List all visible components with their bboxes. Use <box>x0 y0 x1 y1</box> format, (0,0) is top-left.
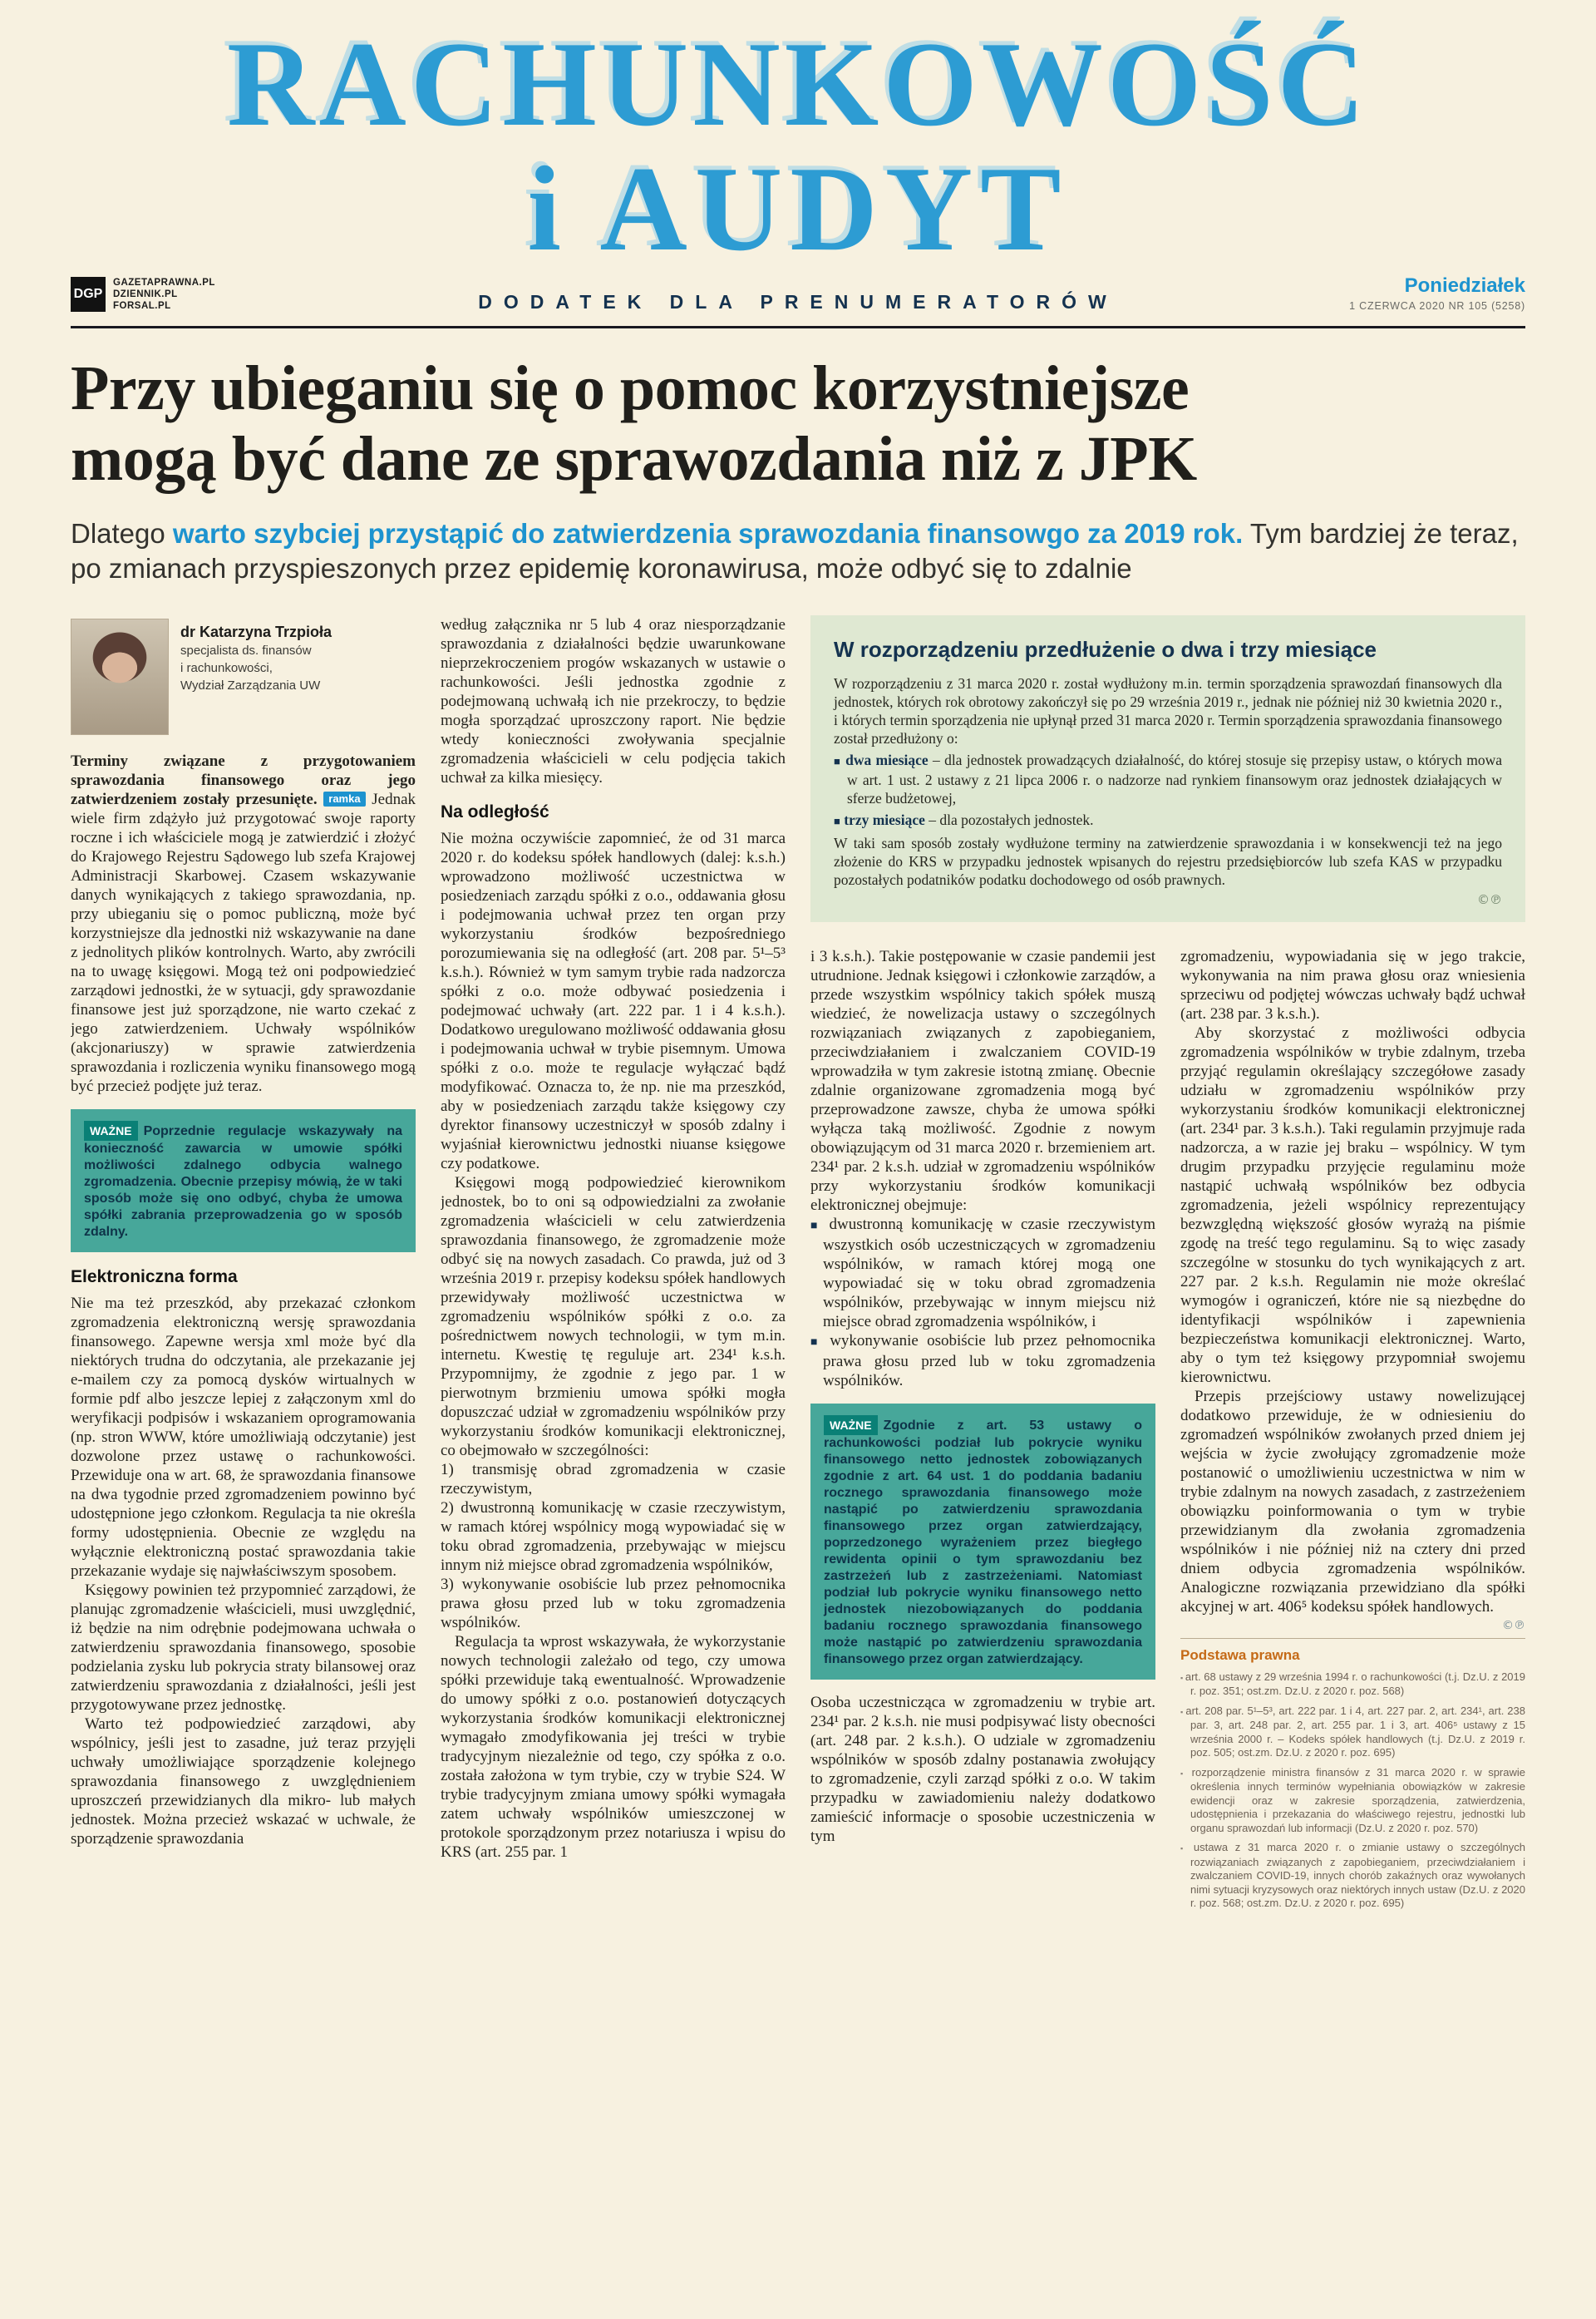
green-box-bullet-text: – dla jednostek prowadzących działalność, do której stosuje się przepisy ustaw, o których mowa w art. 1 ust. 2 ustawy z 21 lipca 2006 r. o nadzorze nad rynkiem finansowym oraz jednostek działających w sferze budżetowej, <box>847 751 1503 807</box>
legal-basis-title: Podstawa prawna <box>1180 1646 1300 1663</box>
lower-columns <box>810 947 1525 2237</box>
article-column-4 <box>1180 947 1525 2237</box>
author-role-line: i rachunkowości, <box>180 660 273 675</box>
legal-basis-item: ▪ art. 68 ustawy z 29 września 1994 r. o rachunkowości (t.j. Dz.U. z 2019 r. poz. 351; ost.zm. Dz.U. z 2020 r. poz. 568) <box>1180 1670 1525 1698</box>
green-info-box <box>810 615 1525 922</box>
ramka-reference-chip: ramka <box>323 792 365 807</box>
section-heading: Na odległość <box>441 802 549 822</box>
important-box <box>810 1404 1155 1680</box>
brand-links <box>113 277 215 312</box>
square-bullet-icon: ▪ <box>1180 1769 1192 1778</box>
legal-basis-item: ▪ rozporządzenie ministra finansów z 31 marca 2020 r. w sprawie określenia innych terminów wypełniania obowiązków w zakresie ewidencji oraz w zakresie sporządzenia, zatwierdzenia, udostępnienia i przekazania do właściwego rejestru, jednostki lub organu sprawozdań lub informacji (Dz.U. z 2020 r. poz. 570) <box>1180 1765 1525 1834</box>
square-bullet-icon: ■ <box>810 1219 830 1232</box>
article-headline <box>71 353 1525 495</box>
section-heading: Elektroniczna forma <box>71 1266 238 1286</box>
masthead-divider <box>71 326 1525 328</box>
dgp-logo: DGP <box>71 277 106 312</box>
green-box-title: W rozporządzeniu przedłużenie o dwa i trzy miesiące <box>834 636 1377 662</box>
legal-basis <box>1180 1638 1525 1911</box>
author-box <box>71 615 416 735</box>
issue-date-block <box>1349 274 1525 312</box>
issue-date-info: 1 CZERWCA 2020 NR 105 (5258) <box>1349 300 1525 312</box>
brand-link-dziennik: DZIENNIK.PL <box>113 289 178 299</box>
important-box <box>71 1109 416 1252</box>
brand-link-gazetaprawna: GAZETAPRAWNA.PL <box>113 278 215 288</box>
author-role-line: Wydział Zarządzania UW <box>180 678 321 693</box>
author-role <box>180 643 332 693</box>
masthead <box>71 0 1525 313</box>
lead-post: Tym bardziej że teraz, po zmianach przyspieszonych przez epidemię koronawirusa, może odbyć się to zdalnie <box>71 518 1519 585</box>
copyright-mark: ©℗ <box>1502 1618 1525 1632</box>
lead-pre: Dlatego <box>71 518 173 550</box>
right-section <box>810 615 1525 2237</box>
copyright-mark: ©℗ <box>1477 891 1502 907</box>
article-paragraph: Warto też podpowiedzieć zarządowi, aby wspólnicy, jeśli jest to zasadne, już teraz przyjęli uchwały umożliwiające sporządzenie kolejnego sprawozdania finansowego z uwzględnieniem uproszczeń przewidzianych dla mikro- lub małych jednostek. Można przecież wskazać w uchwale, że sporządzenie sprawozdania <box>71 1715 416 1848</box>
green-box-bullet <box>834 751 1502 807</box>
author-role-line: specjalista ds. finansów <box>180 643 312 658</box>
article-paragraph: Aby skorzystać z możliwości odbycia zgromadzenia wspólników w trybie zdalnym, trzeba przyjąć regulamin określający szczegółowe zasady udziału w zgromadzeniu wspólników przy wykorzystaniu środków komunikacji elektronicznej (art. 234¹ par. 3 k.s.h.). Taki regulamin przyjmuje rada nadzorcza, a w razie jej braku – wspólnicy. W tym drugim przypadku przyjęcie regulaminu może nastąpić uchwałą wspólników bez odbycia zgromadzenia, jeżeli wspólnicy reprezentujący bezwzględną większość głosów wyrażą na piśmie zgodę na treść tego regulaminu. Są to więc zasady szczególne w stosunku do tych wynikających z art. 227 par. 2 k.s.h. Regulamin nie może określać wymogów i ograniczeń, które nie są niezbędne do identyfikacji wspólników i zapewnienia bezpieczeństwa komunikacji elektronicznej. Warto, aby o tym też księgowy przypomniał swojemu kierownictwu. <box>1180 1024 1525 1386</box>
brand-link-forsal: FORSAL.PL <box>113 301 171 311</box>
masthead-title-line1: RACHUNKOWOŚĆ <box>226 17 1370 151</box>
article-paragraph: Księgowy powinien też przypomnieć zarządowi, że planując zgromadzenie właścicieli, musi uwzględnić, iż będzie na nim odrębnie podejmowana uchwała o zatwierdzeniu sprawozdania finansowego, sposobie podzielania zysku lub pokrycia straty bilansowej oraz zatwierdzeniu sprawozdania z działalności, jeśli jest przygotowywane przez jednostkę. <box>71 1581 416 1714</box>
important-box-label: WAŻNE <box>84 1121 138 1141</box>
green-box-bullet-text: – dla pozostałych jednostek. <box>929 811 1094 828</box>
square-bullet-icon: ▪ <box>1180 1707 1186 1716</box>
square-bullet-icon: ■ <box>834 754 841 767</box>
article-paragraph: i 3 k.s.h.). Takie postępowanie w czasie pandemii jest utrudnione. Jednak księgowi i członkowie zarządów, a przede wszystkim wspólnicy takich spółek muszą wiedzieć, że nowelizacja ustawy o szczególnych rozwiązaniach związanych z zapobieganiem, przeciwdziałaniem i zwalczaniem COVID-19 wprowadziła w tym zakresie istotną zmianę. Obecnie zdalnie organizowane zgromadzenia mogą być przeprowadzone zawsze, chyba że umowa spółki wyłącza taką możliwość. Zgodnie z nowym obowiązującym od 31 marca 2020 r. brzemieniem art. 234¹ par. 2 k.s.h. udział w zgromadzeniu wspólników przy wykorzystaniu środków komunikacji elektronicznej obejmuje: <box>810 947 1155 1214</box>
article-lead <box>71 516 1525 586</box>
author-name: dr Katarzyna Trzpioła <box>180 623 332 640</box>
article-column-2 <box>441 615 786 2237</box>
masthead-tagline: DODATEK DLA PRENUMERATORÓW <box>478 291 1118 313</box>
article-intro-paragraph: Terminy związane z przygotowaniem sprawozdania finansowego oraz jego zatwierdzeniem zostały przesunięte. ramka Jednak wiele firm zdążyło już przygotować swoje raporty roczne i ich właściciele mogą je zatwierdzić i złożyć do Krajowego Rejestru Sądowego lub szefa Krajowej Administracji Skarbowej. Czasem wskazywanie danych wynikających z takiego sprawozdania, np. przy ubieganiu się o pomoc publiczną, może być korzystniejsze dla jednostki niż wskazywanie na dane z jednolitych plików kontrolnych. Warto, aby zwrócili na to uwagę księgowi. Mogą też oni podpowiedzieć zarządowi jednostki, że w sytuacji, gdy sprawozdanie finansowe jest już sporządzone, nie warto czekać z jego zatwierdzeniem. Uchwały wspólników (akcjonariuszy) w sprawie zatwierdzenia sprawozdania i rozliczenia wyniku finansowego mogą być przecież podjęte już teraz. <box>71 752 416 1095</box>
article-paragraph: Regulacja ta wprost wskazywała, że wykorzystanie nowych technologii zależało od tego, czy umowa spółki przewiduje taką ewentualność. Wprowadzenie do umowy spółki z o.o. postanowień dotyczących wykorzystania środków komunikacji elektronicznej wymagało zmodyfikowania jej treści w trybie tradycyjnym niezależnie od tego, czy spółka z o.o. została założona w tym trybie, czy w trybie S24. W trybie tradycyjnym zmiana umowy spółki wymagała zatem uchwały wspólników umieszczonej w protokole sporządzonym przez notariusza i wpisu do KRS (art. 255 par. 1 <box>441 1632 786 1861</box>
masthead-title-line2: i AUDYT <box>527 141 1069 276</box>
article-numbered-item: 1) transmisję obrad zgromadzenia w czasie rzeczywistym, <box>441 1460 786 1497</box>
article-bullet-item: ■ wykonywanie osobiście lub przez pełnomocnika prawa głosu przed lub w toku zgromadzenia wspólników. <box>810 1331 1155 1389</box>
author-info <box>180 619 332 735</box>
green-box-outro: W taki sam sposób zostały wydłużone terminy na zatwierdzenie sprawozdania i w konsekwencji też na jego złożenie do KRS w przypadku jednostek wpisanych do rejestru przedsiębiorców lub szefa KAS w przypadku pozostałych podatników podatku dochodowego od osób prawnych. <box>834 834 1502 888</box>
article-paragraph: Nie ma też przeszkód, aby przekazać członkom zgromadzenia elektroniczną wersję sprawozdania finansowego. Zapewne wersja xml może być dla niektórych trudna do odczytania, ale przekazanie jej e-mailem czy za pomocą dysków wirtualnych w formie pdf albo jeszcze lepiej z załączonym xml do weryfikacji podpisów i wskazaniem oprogramowania (np. stron WWW, które umożliwiają odczytanie) jest dozwolone przez ustawę o rachunkowości. Przewiduje ona w art. 68, że sprawozdania finansowe na dwa tygodnie przed zgromadzeniem powinno być udostępnione jego członkom. Regulacja ta nie określa formy udostępnienia. Obecnie ze względu na wyłącznie elektroniczną postać sprawozdania takie przekazanie wydaje się najwłaściwszym sposobem. <box>71 1294 416 1580</box>
square-bullet-icon: ■ <box>834 814 840 827</box>
green-box-bullet-term: dwa miesiące <box>845 751 929 768</box>
headline-line1: Przy ubieganiu się o pomoc korzystniejsze <box>71 353 1190 423</box>
square-bullet-icon: ▪ <box>1180 1673 1185 1682</box>
article-column-3 <box>810 947 1155 2237</box>
author-photo <box>71 619 169 735</box>
article-bullet-item: ■ dwustronną komunikację w czasie rzeczywistym wszystkich osób uczestniczących w zgromadzeniu wspólników, w ramach której mogą one wypowiadać się w toku obrad zgromadzenia wspólników, przebywając w innym miejscu niż miejsce obrad zgromadzenia wspólników, i <box>810 1215 1155 1330</box>
legal-basis-item: ▪ ustawa z 31 marca 2020 r. o zmianie ustawy o szczególnych rozwiązaniach związanych z zapobieganiem, przeciwdziałaniem i zwalczaniem COVID-19, innych chorób zakaźnych oraz wywołanych nimi sytuacji kryzysowych oraz niektórych innych ustaw (Dz.U. z 2020 r. poz. 568; ost.zm. Dz.U. z 2020 r. poz. 695) <box>1180 1841 1525 1910</box>
article-paragraph: Przepis przejściowy ustawy nowelizującej dodatkowo przewiduje, że w odniesieniu do zgromadzeń wspólników zwołanych przed dniem jej wejścia w życie zwołujący zgromadzenie może postanowić o umożliwieniu uczestnictwa w nim w trybie zdalnym na nowych zasadach, z zastrzeżeniem obowiązku poinformowania o tym w trybie przewidzianym dla zwołania zgromadzenia wspólników i nie później niż na cztery dni przed dniem odbycia zgromadzenia wspólników. Analogiczne rozwiązania przewidziano dla spółki akcyjnej w art. 406⁵ kodeksu spółek handlowych. ©℗ <box>1180 1387 1525 1616</box>
important-box-text: Zgodnie z art. 53 ustawy o rachunkowości podział lub pokrycie wyniku finansowego netto jednostek zobowiązanych zgodnie z art. 64 ust. 1 do poddania badaniu rocznego sprawozdania finansowego może nastąpić po zatwierdzeniu sprawozdania finansowego przez organ zatwierdzający, poprzedzonego wyrażeniem przez biegłego rewidenta opinii o tym sprawozdaniu bez zastrzeżeń lub z zastrzeżeniami. Natomiast podział lub pokrycie wyniku finansowego netto jednostek niezobowiązanych do poddania badaniu rocznego sprawozdania finansowego może nastąpić po zatwierdzeniu sprawozdania finansowego przez organ zatwierdzający. <box>824 1418 1142 1666</box>
intro-bold-text: Terminy związane z przygotowaniem sprawozdania finansowego oraz jego zatwierdzeniem zostały przesunięte. <box>71 752 416 808</box>
article-paragraph: według załącznika nr 5 lub 4 oraz niesporządzanie sprawozdania z działalności będzie uwarunkowane nieprzekroczeniem progów wskazanych w ustawie o rachunkowości. Jeśli jednostka zgodnie z podejmowaną uchwałą ich nie przekroczy, to będzie mogła sporządzać uproszczony raport. Nie będzie wtedy konieczności zwoływania specjalnie zgromadzenia właścicieli w celu podjęcia takich uchwał za kilka miesięcy. <box>441 615 786 787</box>
issue-day: Poniedziałek <box>1404 274 1525 297</box>
square-bullet-icon: ▪ <box>1180 1844 1194 1853</box>
article-paragraph: Księgowi mogą podpowiedzieć kierownikom jednostek, bo to oni są odpowiedzialni za zwołanie zgromadzenia właścicieli w celu zatwierdzenia sprawozdania finansowego, że zgromadzenie może odbyć się na nowych zasadach. Co prawda, już od 3 września 2019 r. przepisy kodeksu spółek handlowych przewidywały możliwość uczestnictwa w zgromadzeniu wspólników spółki z o.o. za pośrednictwem nowych technologii, w tym m.in. internetu. Kwestię tę reguluje art. 234¹ k.s.h. Przypomnijmy, że zgodnie z jego par. 1 w pierwotnym brzmieniu umowa spółki mogła dopuszczać udział w zgromadzeniu wspólników przy wykorzystaniu środków komunikacji elektronicznej, co obejmowało w szczególności: <box>441 1173 786 1459</box>
article-column-1 <box>71 615 416 2237</box>
green-box-bullet-term: trzy miesiące <box>844 811 925 828</box>
green-box-intro: W rozporządzeniu z 31 marca 2020 r. został wydłużony m.in. termin sporządzenia sprawozdań finansowych dla jednostek, których rok obrotowy zakończył się po 29 września 2019 r., jednak nie później niż 30 kwietnia 2020 r., i których termin sporządzenia nie upłynął przed 31 marca 2020 r. Termin sporządzenia sprawozdania finansowego został przedłużony o: <box>834 674 1502 747</box>
article-numbered-item: 3) wykonywanie osobiście lub przez pełnomocnika prawa głosu przed lub w toku zgromadzenia wspólników. <box>441 1575 786 1631</box>
square-bullet-icon: ■ <box>810 1335 830 1349</box>
brand-block <box>71 277 215 312</box>
article-numbered-item: 2) dwustronną komunikację w czasie rzeczywistym, w ramach której wspólnicy mogą wypowiadać się w toku obrad zgromadzenia, przebywając w miejscu innym niż miejsce obrad zgromadzenia wspólników, <box>441 1498 786 1574</box>
headline-line2: mogą być dane ze sprawozdania niż z JPK <box>71 424 1197 495</box>
green-box-bullet <box>834 811 1502 831</box>
important-box-label: WAŻNE <box>824 1415 878 1435</box>
column-1-text <box>71 752 416 1848</box>
legal-basis-item: ▪ art. 208 par. 5¹–5³, art. 222 par. 1 i 4, art. 227 par. 2, art. 234¹, art. 238 par. 3, art. 248 par. 2, art. 255 par. 1 i 3, art. 406⁵ ustawy z 15 września 2000 r. – Kodeks spółek handlowych (t.j. Dz.U. z 2019 r. poz. 505; ost.zm. Dz.U. z 2020 r. poz. 695) <box>1180 1704 1525 1759</box>
important-box-text: Poprzednie regulacje wskazywały na konieczność zawarcia w umowie spółki możliwości zdalnego odbycia walnego zgromadzenia. Obecnie przepisy mówią, że w taki sposób może się ono odbyć, chyba że umowa spółki zabrania przeprowadzenia go w sposób zdalny. <box>84 1123 402 1239</box>
article-paragraph: Osoba uczestnicząca w zgromadzeniu w trybie art. 234¹ par. 2 k.s.h. nie musi podpisywać listy obecności (art. 248 par. 2 k.s.h.). O udziale w zgromadzeniu wspólników w sposób zdalny postanawia zwołujący to zgromadzenie, czyli zarząd spółki z o.o. W takim przypadku w zawiadomieniu należy dodatkowo zamieścić informacje o sposobie uczestniczenia w tym <box>810 1693 1155 1845</box>
lead-highlight: warto szybciej przystąpić do zatwierdzenia sprawozdania finansowgo za 2019 rok. <box>172 518 1244 550</box>
article-paragraph: zgromadzeniu, wypowiadania się w jego trakcie, wykonywania na nim prawa głosu oraz wniesienia sprzeciwu od podjętej wówczas uchwały bądź uchwał (art. 238 par. 3 k.s.h.). <box>1180 947 1525 1023</box>
article-body <box>71 615 1525 2237</box>
article-paragraph: Nie można oczywiście zapomnieć, że od 31 marca 2020 r. do kodeksu spółek handlowych (dalej: k.s.h.) wprowadzono możliwość uczestnictwa w posiedzeniach zarządu spółki z o.o., oddawania głosu i podejmowania uchwał przez ten organ przy wykorzystaniu środków bezpośredniego porozumiewania się na odległość (art. 208 par. 5¹–5³ k.s.h.). Również w tym samym trybie rada nadzorcza spółki z o.o. może odbywać posiedzenia i podejmować uchwały (art. 222 par. 1 i 4 k.s.h.). Dodatkowo uregulowano możliwość oddawania głosu i podejmowania uchwał w trybie pisemnym. Umowa spółki z o.o. może te regulacje wyłączać bądź modyfikować. Oznacza to, że np. nie ma przeszkód, aby w posiedzeniach zarządu także księgowy czy dyrektor finansowy uczestniczył w sposób zdalny i wyjaśniał kierownictwu jednostki niuanse księgowe czy podatkowe. <box>441 829 786 1172</box>
